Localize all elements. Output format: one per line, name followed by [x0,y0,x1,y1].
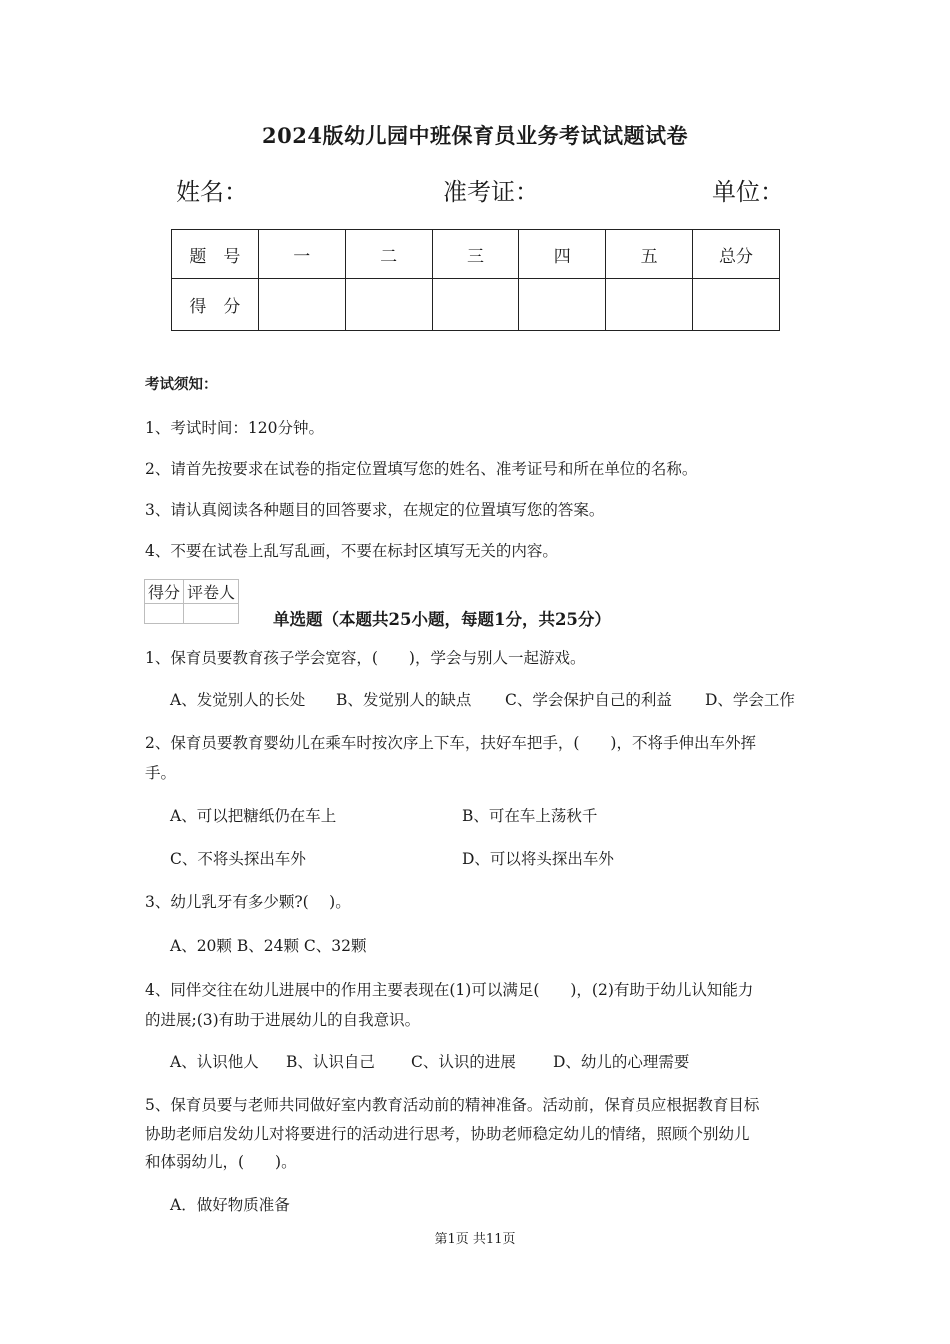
notice-item: 1、考试时间：120分钟。 [145,419,324,437]
score-cell[interactable] [258,279,345,331]
grader-box [144,579,239,624]
notice-heading: 考试须知： [145,376,218,393]
question-2-option-d: D、可以将头探出车外 [462,850,614,868]
question-2-option-b: B、可在车上荡秋千 [462,807,598,825]
grader-box-blank-row [145,604,239,624]
score-table [171,229,780,331]
question-1-option-d: D、学会工作 [705,691,795,709]
unit-field-label: 单位： [712,178,784,206]
score-table-header-cell: 五 [606,230,693,279]
question-2-stem-continued: 手。 [145,764,177,782]
score-cell[interactable] [606,279,693,331]
score-table-header-cell: 四 [519,230,606,279]
question-5-stem-continued: 和体弱幼儿，( )。 [145,1153,297,1171]
score-cell[interactable] [519,279,606,331]
score-table-header-label: 题 号 [172,230,259,279]
grader-score-label: 得分 [145,580,184,604]
score-table-header-row [172,230,780,279]
grader-name-cell[interactable] [184,604,239,624]
grader-box-header [145,580,239,604]
notice-item: 3、请认真阅读各种题目的回答要求，在规定的位置填写您的答案。 [145,501,605,519]
question-4-option-c: C、认识的进展 [411,1053,516,1071]
question-3-options: A、20颗 B、24颗 C、32颗 [170,937,367,955]
question-1-stem: 1、保育员要教育孩子学会宽容，( )，学会与别人一起游戏。 [145,649,586,667]
question-1-option-c: C、学会保护自己的利益 [505,691,672,709]
score-table-row-label: 得 分 [172,279,259,331]
section-title: 单选题（本题共25小题，每题1分，共25分） [273,610,611,629]
exam-id-field-label: 准考证： [443,178,539,206]
question-1-option-b: B、发觉别人的缺点 [336,691,472,709]
question-5-stem: 5、保育员要与老师共同做好室内教育活动前的精神准备。活动前，保育员应根据教育目标 [145,1096,760,1114]
grader-score-cell[interactable] [145,604,184,624]
score-cell-total[interactable] [693,279,780,331]
name-field-label: 姓名： [176,178,248,206]
question-2-option-a: A、可以把糖纸仍在车上 [170,807,337,825]
exam-title: 2024版幼儿园中班保育员业务考试试题试卷 [262,123,688,148]
score-table-header-total: 总分 [693,230,780,279]
score-cell[interactable] [345,279,432,331]
score-table-header-cell: 二 [345,230,432,279]
question-4-option-a: A、认识他人 [170,1053,259,1071]
question-5-option-a: A．做好物质准备 [170,1196,290,1214]
question-1-option-a: A、发觉别人的长处 [170,691,306,709]
notice-item: 2、请首先按要求在试卷的指定位置填写您的姓名、准考证号和所在单位的名称。 [145,460,698,478]
score-cell[interactable] [432,279,519,331]
question-4-option-d: D、幼儿的心理需要 [553,1053,690,1071]
score-table-score-row [172,279,780,331]
score-table-header-cell: 三 [432,230,519,279]
score-table-header-cell: 一 [258,230,345,279]
page-footer: 第1页 共11页 [434,1232,516,1247]
notice-item: 4、不要在试卷上乱写乱画，不要在标封区填写无关的内容。 [145,542,558,560]
question-4-option-b: B、认识自己 [286,1053,375,1071]
question-2-stem: 2、保育员要教育婴幼儿在乘车时按次序上下车，扶好车把手，( )，不将手伸出车外挥 [145,734,756,752]
question-4-stem: 4、同伴交往在幼儿进展中的作用主要表现在(1)可以满足( )，(2)有助于幼儿认知能力 [145,981,754,999]
question-5-stem-continued: 协助老师启发幼儿对将要进行的活动进行思考，协助老师稳定幼儿的情绪，照顾个别幼儿 [145,1125,750,1143]
grader-name-label: 评卷人 [184,580,239,604]
question-3-stem: 3、幼儿乳牙有多少颗?( )。 [145,893,351,911]
question-4-stem-continued: 的进展;(3)有助于进展幼儿的自我意识。 [145,1011,421,1029]
question-2-option-c: C、不将头探出车外 [170,850,306,868]
